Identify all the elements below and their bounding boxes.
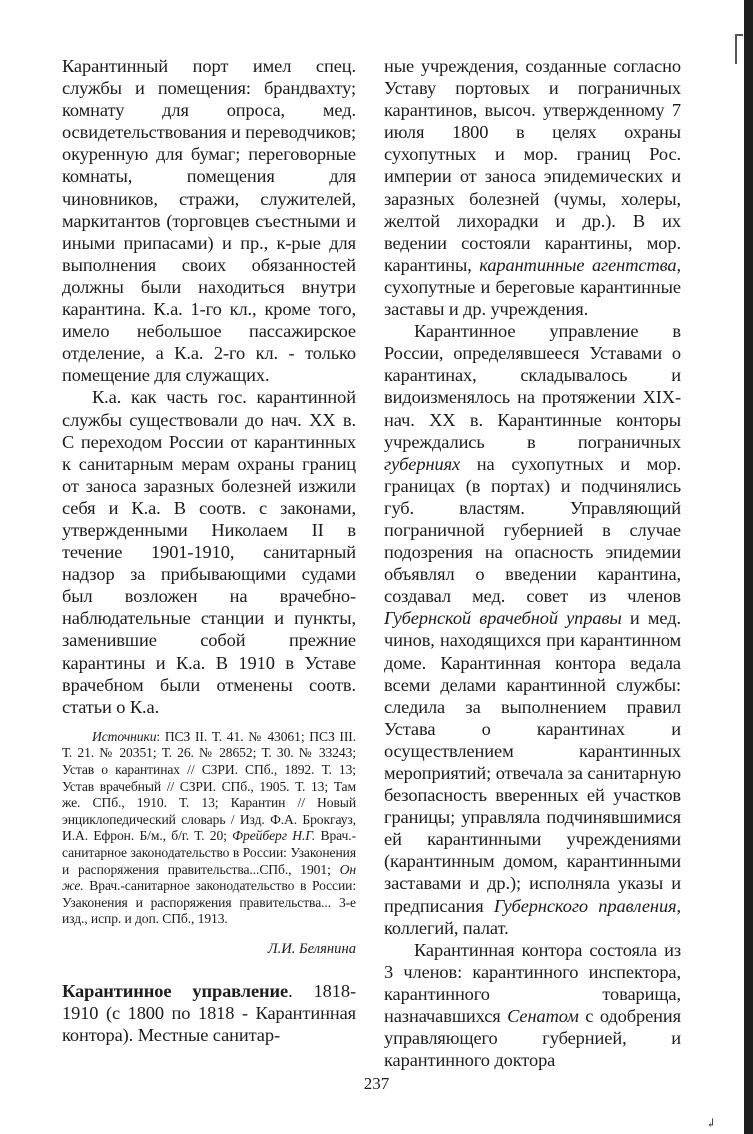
right-p2-italic-1: губерниях (384, 453, 461, 474)
scan-corner-mark: ↲ (706, 1116, 717, 1130)
left-column (62, 55, 356, 1046)
entry-text: . 1818-1910 (с 1800 по 1818 - Карантинная контора). Местные санитар- (62, 980, 356, 1046)
entry-heading-paragraph (62, 980, 356, 1046)
right-paragraph-2 (384, 320, 681, 939)
right-p2-text-b: на сухопутных и мор. границах (в портах) и подчинялись губ. властям. Управляющий пограничной губернией в случае подозрения на опасность эпидемии объявлял о введении карантина, создавал мед. совет из членов (384, 453, 681, 607)
article-author: Л.И. Белянина (267, 940, 356, 957)
sources-text-3: Врач.-санитарное законодательство в России: Узаконения и распоряжения правительства... 3-е изд., испр. и доп. СПб., 1913. (62, 878, 356, 927)
right-p1-italic-1: карантинные агентства (479, 254, 677, 275)
right-p2-text-a: Карантинное управление в России, определявшееся Уставами о карантинах, складывалось и видоизменялось на протяжении XIX-нач. XX в. Карантинные конторы учреждались в пограничных (384, 321, 681, 452)
right-p2-italic-3: Губернского правления (493, 895, 677, 916)
left-paragraph-1: Карантинный порт имел спец. службы и помещения: брандвахту; комнату для опроса, мед. освидетельствования и переводчиков; окуренную для бумаг; переговорные комнаты, помещения для чиновников, стражи, служителей, маркитантов (торговцев съестными и иными припасами) и пр., к-рые для выполнения своих обязанностей должны были находиться внутри карантина. К.а. 1-го кл., кроме того, имело небольшое пассажирское отделение, а К.а. 2-го кл. - только помещение для служащих. (62, 56, 356, 386)
sources-italic-author: Фрейберг Н.Г. (232, 828, 316, 844)
left-paragraph-2: К.а. как часть гос. карантинной службы существовали до нач. XX в. С переходом России от карантинных к санитарным мерам охраны границ от заноса заразных болезней изжили себя и К.а. В соотв. с законами, утвержденными Николаем II в течение 1901-1910, санитарный надзор за прибывающими судами был возложен на врачебно-наблюдательные станции и пункты, заменившие собой прежние карантины и К.а. В 1910 в Уставе врачебном были отменены соотв. статьи о К.а. (62, 387, 356, 717)
entry-title: Карантинное управление (62, 980, 289, 1001)
sources-text-1: : ПСЗ II. Т. 41. № 43061; ПСЗ III. Т. 21. № 20351; Т. 26. № 28652; Т. 30. № 33243; Устав о карантинах // СЗРИ. СПб., 1892. Т. 13; Устав врачебный // СЗРИ. СПб., 1905. Т. 13; Там же. СПб., 1910. Т. 13; Карантин // Новый энциклопедический словарь / Изд. Ф.А. Брокгауз, И.А. Ефрон. Б/м., б/г. Т. 20; (62, 728, 356, 844)
right-p1-text-a: ные учреждения, созданные согласно Уставу портовых и пограничных карантинов, высоч. утвержденному 7 июля 1800 в целях охраны сухопутных и мор. границ Рос. империи от заноса эпидемических и заразных болезней (чумы, холеры, желтой лихорадки и др.). В их ведении состояли карантины, мор. карантины, (384, 56, 681, 275)
right-p1-text-b: , сухопутные и береговые карантинные заставы и др. учреждения. (384, 254, 681, 320)
page-number: 237 (363, 1074, 390, 1093)
right-p2-text-d: , коллегий, палат. (384, 895, 681, 938)
sources-italic-ibid: Он же. (62, 861, 356, 894)
sources-text-2: Врач.-санитарное законодательство в России: Узаконения и распоряжения правительства...СПб., 1901; (62, 828, 356, 877)
right-p2-text-c: и мед. чинов, находящихся при карантинном доме. Карантинная контора ведала всеми делами карантинной службы: следила за выполнением правил Устава о карантинах и осуществлением карантинных мероприятий; отвечала за санитарную безопасность вверенных ей участков границы; управляла подчинявшимися ей карантинными учреждениями (карантинным домом, карантинными заставами и др.); исполняла указы и предписания (384, 608, 681, 916)
sources-block (62, 729, 356, 928)
right-p3-text-b: с одобрения управляющего губернией, и карантинного доктора (384, 1006, 681, 1071)
right-paragraph-3 (384, 939, 681, 1072)
right-p3-text-a: Карантинная контора состояла из 3 членов: карантинного инспектора, карантинного товарища, назначавшихся (384, 939, 681, 1027)
right-paragraph-1 (384, 55, 681, 320)
sources-label: Источники (92, 728, 157, 744)
scan-edge-shadow (744, 0, 753, 1134)
right-column (384, 55, 681, 1071)
right-p3-italic-1: Сенатом (507, 1006, 579, 1027)
right-p2-italic-2: Губернской врачебной управы (384, 608, 622, 629)
scan-bracket-mark (735, 34, 743, 64)
